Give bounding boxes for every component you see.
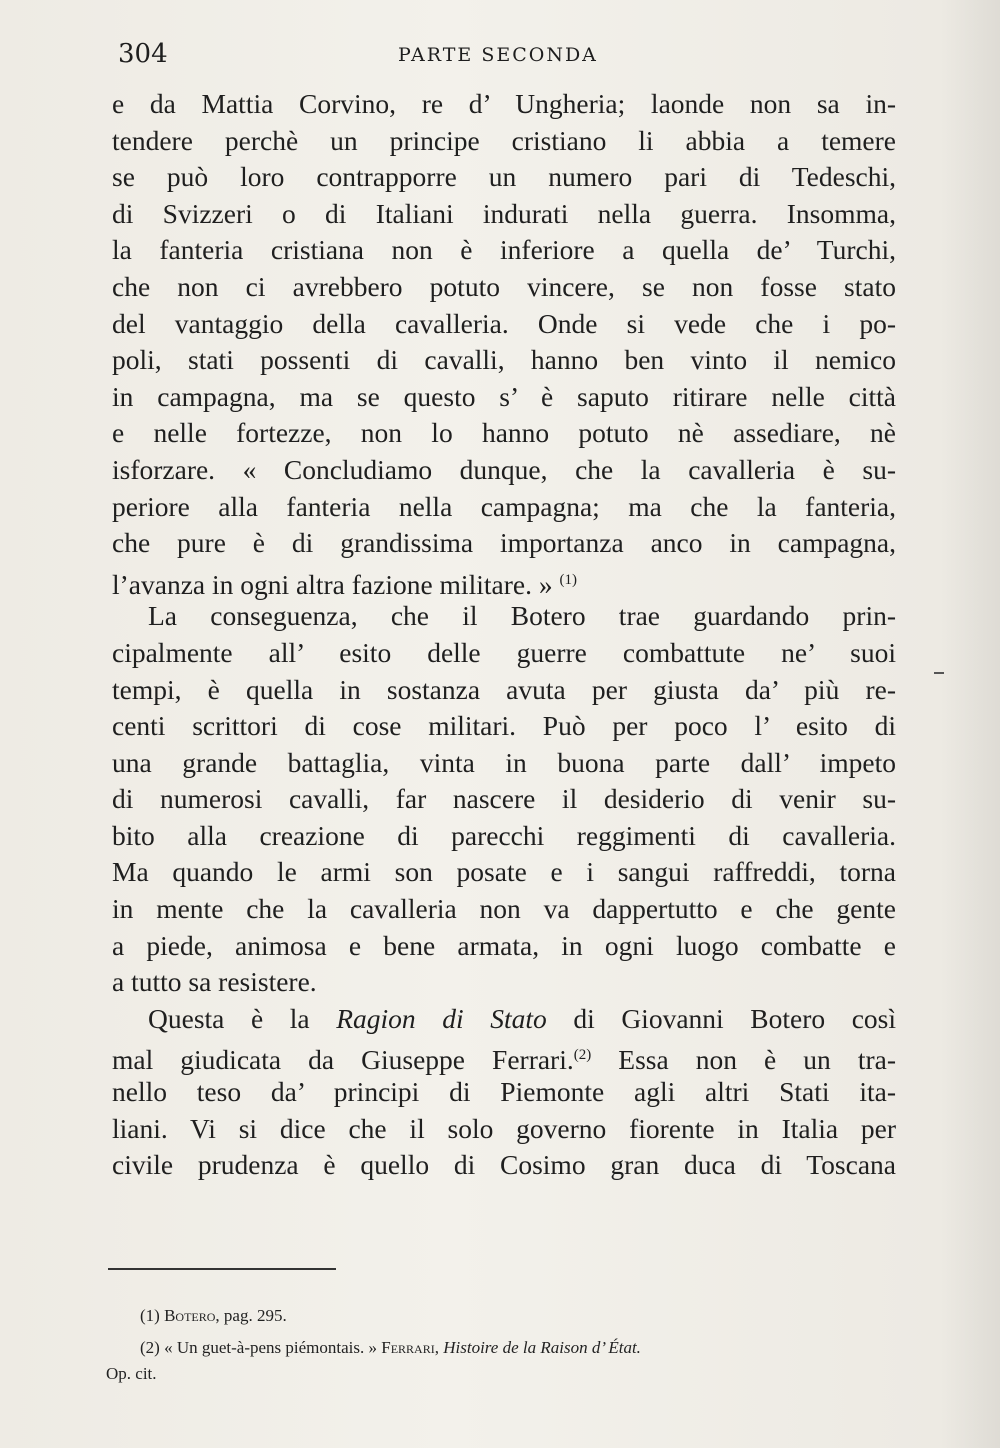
footnote-title: Histoire de la Raison d’ État. — [443, 1338, 641, 1357]
page-number: 304 — [118, 39, 168, 69]
footnote-divider — [108, 1268, 336, 1270]
text-line — [112, 1037, 896, 1074]
text-line: la fanteria cristiana non è inferiore a quella de’ Turchi, — [112, 234, 896, 266]
text-line-content: di Giovanni Botero così — [573, 1002, 896, 1034]
text-line: Ma quando le armi son posate e i sangui raffreddi, torna — [112, 856, 896, 888]
book-title-italic: Ragion di Stato — [336, 1002, 547, 1034]
text-line: a tutto sa resistere. — [112, 966, 317, 998]
footnote-text: , pag. 295. — [215, 1306, 287, 1325]
text-line: cipalmente all’ esito delle guerre combattute ne’ suoi — [112, 636, 896, 668]
footnote-1 — [140, 1304, 900, 1328]
footnote-ref-2[interactable]: (2) — [573, 1047, 592, 1064]
text-line: liani. Vi si dice che il solo governo fiorente in Italia per — [112, 1112, 896, 1144]
text-line: a piede, animosa e bene armata, in ogni luogo combatte e — [112, 929, 896, 961]
footnote-author: Ferrari — [381, 1338, 435, 1357]
text-line-content: l’avanza in ogni altra fazione militare. » — [112, 568, 553, 600]
text-line — [112, 562, 896, 599]
text-line-content: mal giudicata da Giuseppe Ferrari. — [112, 1044, 574, 1076]
text-line: tendere perchè un principe cristiano li abbia a temere — [112, 124, 896, 156]
text-line: di Svizzeri o di Italiani indurati nella guerra. Insomma, — [112, 197, 896, 229]
text-line: che pure è di grandissima importanza anco in campagna, — [112, 527, 896, 559]
footnote-quote: « Un guet-à-pens piémontais. » — [164, 1338, 378, 1357]
footnote-author: Botero — [164, 1306, 216, 1325]
text-line: e da Mattia Corvino, re d’ Ungheria; laonde non sa in- — [112, 88, 896, 119]
footnote-2: (2) « Un guet-à-pens piémontais. » Ferrari, Histoire de la Raison d’ État. — [140, 1338, 641, 1357]
footnotes — [106, 1304, 900, 1386]
main-text — [112, 86, 896, 1184]
text-line-content: Essa non è un tra- — [618, 1044, 896, 1076]
margin-mark — [934, 672, 944, 674]
text-line: isforzare. « Concludiamo dunque, che la cavalleria è su- — [112, 453, 896, 485]
text-line: tempi, è quella in sostanza avuta per giusta da’ più re- — [112, 673, 896, 705]
footnote-ref-1[interactable]: (1) — [559, 571, 577, 588]
text-line: in campagna, ma se questo s’ è saputo ritirare nelle città — [112, 380, 896, 412]
footnote-2-continuation: Op. cit. — [106, 1364, 157, 1383]
footnote-marker: (2) — [140, 1338, 160, 1357]
footnote-marker: (1) — [140, 1306, 160, 1325]
text-line — [112, 1001, 896, 1038]
text-line: nello teso da’ principi di Piemonte agli altri Stati ita- — [112, 1076, 896, 1108]
text-line: e nelle fortezze, non lo hanno potuto nè assediare, nè — [112, 417, 896, 449]
text-line: periore alla fanteria nella campagna; ma che la fanteria, — [112, 490, 896, 522]
text-line: di numerosi cavalli, far nascere il desiderio di venir su- — [112, 783, 896, 815]
text-line: in mente che la cavalleria non va dappertutto e che gente — [112, 893, 896, 925]
text-line: una grande battaglia, vinta in buona parte dall’ impeto — [112, 746, 896, 778]
text-line: poli, stati possenti di cavalli, hanno ben vinto il nemico — [112, 344, 896, 376]
text-line: che non ci avrebbero potuto vincere, se non fosse stato — [112, 270, 896, 302]
page-edge-shadow — [940, 0, 1000, 1448]
page-header — [118, 36, 898, 76]
text-line: del vantaggio della cavalleria. Onde si vede che i po- — [112, 307, 896, 339]
text-line: centi scrittori di cose militari. Può per poco l’ esito di — [112, 710, 896, 742]
text-line: civile prudenza è quello di Cosimo gran duca di Toscana — [112, 1149, 896, 1181]
text-line-content: Questa è la — [148, 1002, 310, 1034]
text-line: se può loro contrapporre un numero pari di Tedeschi, — [112, 161, 896, 193]
text-line: bito alla creazione di parecchi reggimenti di cavalleria. — [112, 819, 896, 851]
running-head: PARTE SECONDA — [398, 44, 598, 66]
text-line: La conseguenza, che il Botero trae guardando prin- — [148, 600, 896, 632]
